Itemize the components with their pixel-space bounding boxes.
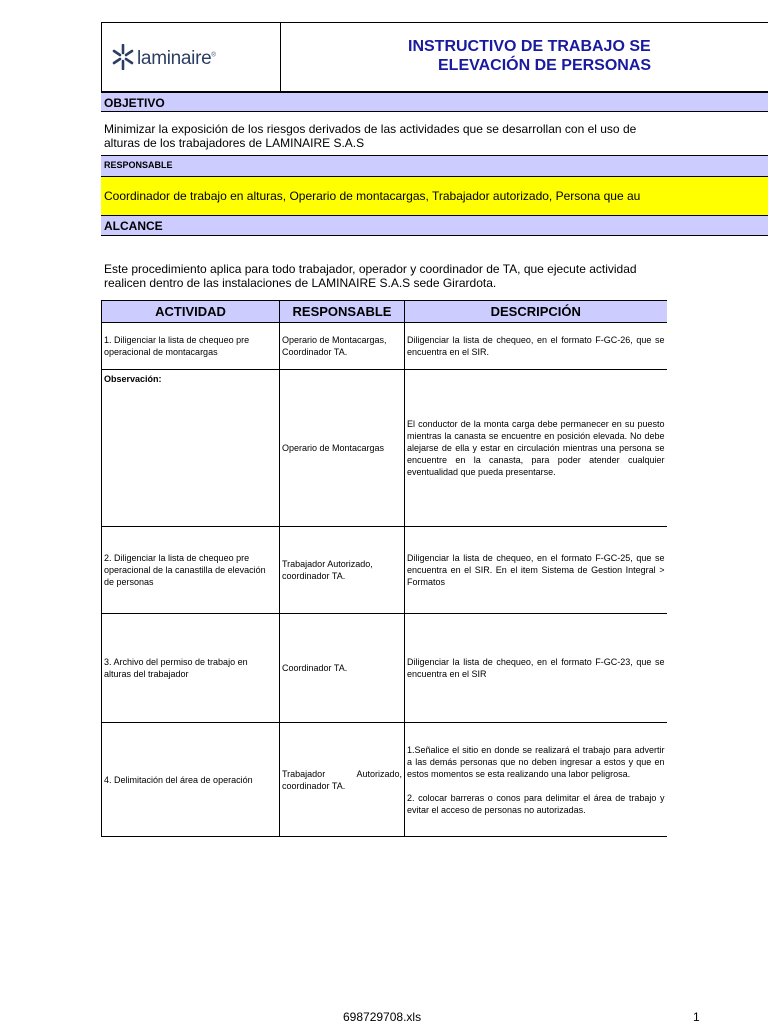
- cell-actividad: 4. Delimitación del área de operación: [102, 723, 280, 837]
- responsable-highlight: [101, 177, 768, 216]
- header-descripcion: DESCRIPCIÓN: [405, 301, 667, 323]
- descripcion-step-1: 1.Señalice el sitio en donde se realizará el trabajo para advertir a las demás personas que no deben ingresar a estos y que en estos momentos se esta realizando una labor peligrosa.: [407, 744, 665, 779]
- cell-descripcion: Diligenciar la lista de chequeo, en el formato F-GC-23, que se encuentra en el SIR: [405, 614, 667, 723]
- cell-responsable: Operario de Montacargas: [280, 370, 405, 527]
- document-title-line2: ELEVACIÓN DE PERSONAS: [438, 57, 652, 74]
- alcance-text-line2: realicen dentro de las instalaciones de LAMINAIRE S.A.S sede Girardota.: [104, 276, 497, 290]
- cell-descripcion: Diligenciar la lista de chequeo, en el formato F-GC-25, que se encuentra en el SIR. En el item Sistema de Gestion Integral > Formatos: [405, 527, 667, 614]
- alcance-label: ALCANCE: [104, 219, 163, 233]
- logo-cell: [102, 23, 281, 91]
- responsable-text: Coordinador de trabajo en alturas, Operario de montacargas, Trabajador autorizado, Persona que au: [104, 189, 641, 203]
- responsable-label: RESPONSABLE: [104, 160, 173, 170]
- cell-responsable: Operario de Montacargas, Coordinador TA.: [280, 323, 405, 370]
- cell-descripcion: [405, 723, 667, 837]
- cell-actividad: 2. Diligenciar la lista de chequeo pre operacional de la canastilla de elevación de personas: [102, 527, 280, 614]
- alcance-bar: [101, 216, 768, 236]
- table-row: [102, 723, 667, 837]
- document-header: [101, 22, 768, 92]
- table-row: [102, 323, 667, 370]
- footer-page-number: 1: [693, 1010, 700, 1024]
- cell-responsable: Trabajador Autorizado, coordinador TA.: [280, 527, 405, 614]
- laminaire-logo-icon: [112, 44, 134, 75]
- table-header-row: [102, 301, 667, 323]
- header-actividad: ACTIVIDAD: [102, 301, 280, 323]
- cell-responsable: Coordinador TA.: [280, 614, 405, 723]
- cell-observacion: Observación:: [102, 370, 280, 527]
- objetivo-text-line2: alturas de los trabajadores de LAMINAIRE S.A.S: [104, 136, 365, 150]
- objetivo-text-line1: Minimizar la exposición de los riesgos derivados de las actividades que se desarrollan con el uso de: [104, 122, 637, 136]
- table-row: [102, 370, 667, 527]
- alcance-text-line1: Este procedimiento aplica para todo trabajador, operador y coordinador de TA, que ejecute actividad: [104, 262, 637, 276]
- table-row: [102, 614, 667, 723]
- objetivo-bar: [101, 92, 768, 112]
- activity-table: [101, 300, 667, 837]
- cell-descripcion: Diligenciar la lista de chequeo, en el formato F-GC-26, que se encuentra en el SIR.: [405, 323, 667, 370]
- objetivo-label: OBJETIVO: [104, 96, 165, 110]
- cell-actividad: 3. Archivo del permiso de trabajo en alturas del trabajador: [102, 614, 280, 723]
- footer-filename: 698729708.xls: [343, 1010, 422, 1024]
- company-logo: [112, 45, 216, 73]
- responsable-bar: [101, 155, 768, 177]
- document-title-line1: INSTRUCTIVO DE TRABAJO SE: [408, 38, 651, 55]
- cell-descripcion: El conductor de la monta carga debe permanecer en su puesto mientras la canasta se encuentre en posición elevada. No debe alejarse de ella y estar en circulación mientras una persona se encuentre en la canasta, para poder atender cualquier eventualidad que pueda presentarse.: [405, 370, 667, 527]
- cell-actividad: 1. Diligenciar la lista de chequeo pre operacional de montacargas: [102, 323, 280, 370]
- title-cell: [281, 23, 768, 91]
- table-row: [102, 527, 667, 614]
- header-responsable: RESPONSABLE: [280, 301, 405, 323]
- cell-responsable: Trabajador Autorizado, coordinador TA.: [280, 723, 405, 837]
- descripcion-step-2: 2. colocar barreras o conos para delimitar el área de trabajo y evitar el acceso de personas no autorizadas.: [407, 792, 665, 815]
- logo-wordmark: laminaire®: [137, 48, 216, 69]
